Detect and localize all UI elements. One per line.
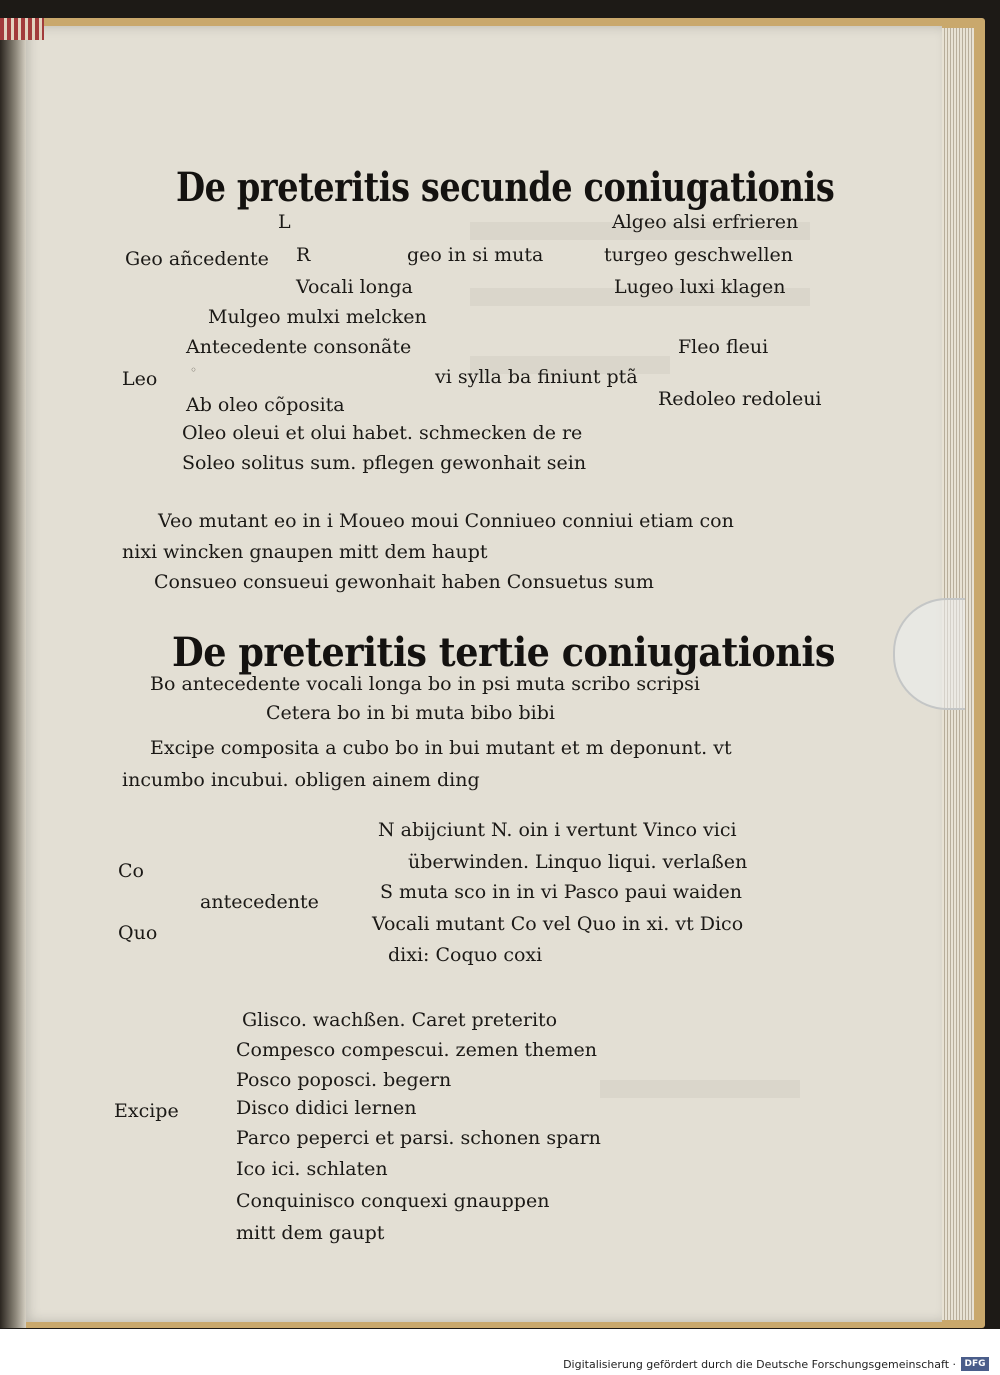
- rule-text: geo in si muta: [407, 244, 544, 266]
- verb-entry: Posco poposci. begern: [236, 1069, 452, 1091]
- rule-text: Vocali mutant Co vel Quo in xi. vt Dico: [372, 913, 744, 935]
- verb-entry: mitt dem gaupt: [236, 1222, 385, 1244]
- verb-entry: Conquinisco conquexi gnauppen: [236, 1190, 550, 1212]
- rule-text: dixi: Coquo coxi: [388, 944, 543, 966]
- verb-entry: Oleo oleui et olui habet. schmecken de re: [182, 422, 583, 444]
- verb-entry: Mulgeo mulxi melcken: [208, 306, 427, 328]
- rule-text: Veo mutant eo in i Moueo moui Conniueo conniui etiam con: [158, 510, 734, 532]
- rule-text: incumbo incubui. obligen ainem ding: [122, 769, 480, 791]
- bracket-marker: R: [296, 244, 311, 266]
- dfg-logo: DFG: [961, 1357, 989, 1371]
- spine-shadow: [0, 26, 26, 1328]
- verb-entry: Algeo alsi erfrieren: [612, 211, 799, 233]
- section-heading: De preteritis tertie coniugationis: [172, 629, 835, 676]
- rule-prefix: Quo: [118, 922, 158, 944]
- rule-prefix: Leo: [122, 368, 158, 390]
- rule-text: Excipe composita a cubo bo in bui mutant et m deponunt. vt: [150, 737, 732, 759]
- rule-prefix: antecedente: [200, 891, 319, 913]
- ribbon-bookmark: [0, 18, 44, 40]
- rule-text: S muta sco in in vi Pasco paui waiden: [380, 881, 743, 903]
- verb-entry: turgeo geschwellen: [604, 244, 794, 266]
- show-through: [600, 1080, 800, 1098]
- verb-entry: Disco didici lernen: [236, 1097, 417, 1119]
- rule-prefix: Excipe: [114, 1100, 179, 1122]
- bracket-marker: L: [278, 211, 291, 233]
- rule-text: Cetera bo in bi muta bibo bibi: [266, 702, 555, 724]
- rule-prefix: Geo añcedente: [125, 248, 269, 270]
- section-heading: De preteritis secunde coniugationis: [176, 164, 835, 211]
- verb-entry: Fleo fleui: [678, 336, 769, 358]
- rule-text: Consueo consueui gewonhait haben Consuetus sum: [154, 571, 654, 593]
- rule-text: Ab oleo cõposita: [186, 394, 345, 416]
- rule-text: Vocali longa: [296, 276, 413, 298]
- verb-entry: Compesco compescui. zemen themen: [236, 1039, 597, 1061]
- rule-prefix: Co: [118, 860, 144, 882]
- verb-entry: Lugeo luxi klagen: [614, 276, 786, 298]
- funding-credit: Digitalisierung gefördert durch die Deutsche Forschungsgemeinschaft ·: [563, 1358, 956, 1371]
- verb-entry: Ico ici. schlaten: [236, 1158, 388, 1180]
- verb-entry: Glisco. wachßen. Caret preterito: [242, 1009, 558, 1031]
- rule-text: Bo antecedente vocali longa bo in psi muta scribo scripsi: [150, 673, 700, 695]
- bracket-mark: ◦: [190, 363, 198, 377]
- verb-entry: Soleo solitus sum. pflegen gewonhait sein: [182, 452, 587, 474]
- rule-text: Antecedente consonãte: [186, 336, 412, 358]
- rule-text: überwinden. Linquo liqui. verlaßen: [408, 851, 748, 873]
- rule-text: N abijciunt N. oin i vertunt Vinco vici: [378, 819, 737, 841]
- rule-text: vi sylla ba finiunt ptã: [435, 366, 638, 388]
- verb-entry: Parco peperci et parsi. schonen sparn: [236, 1127, 601, 1149]
- verb-entry: Redoleo redoleui: [658, 388, 822, 410]
- rule-text: nixi wincken gnaupen mitt dem haupt: [122, 541, 488, 563]
